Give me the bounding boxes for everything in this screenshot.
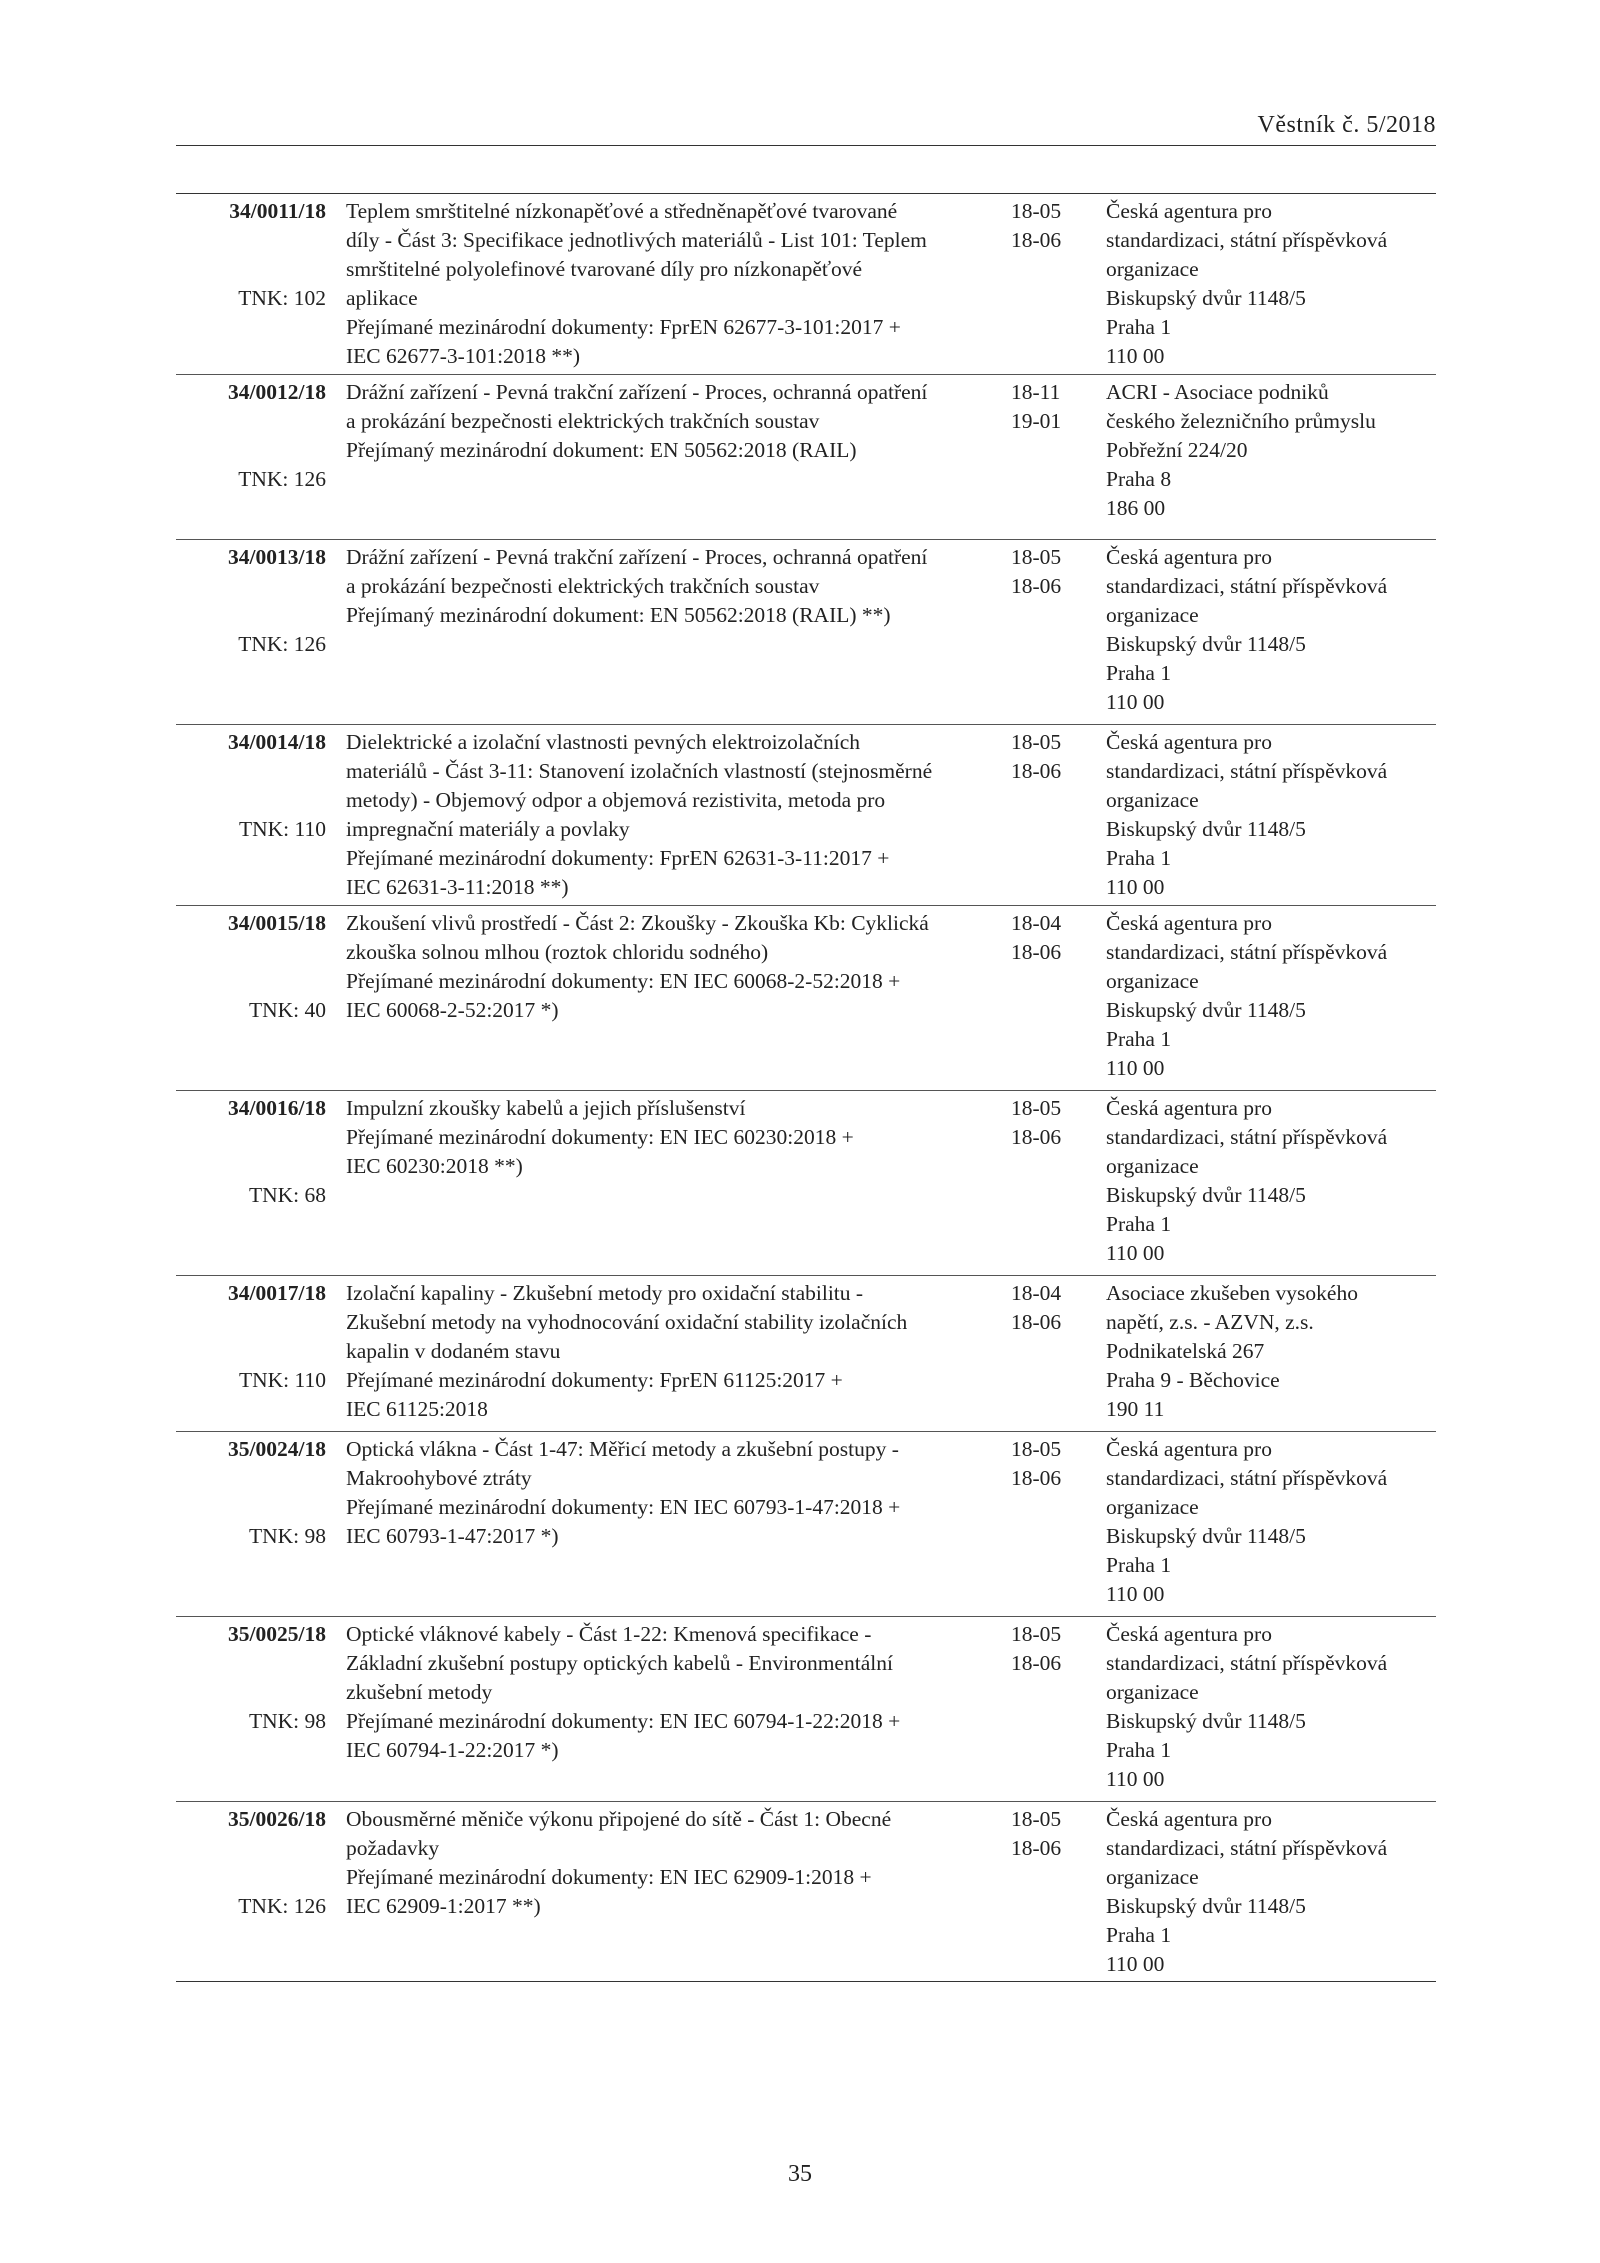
title-line: materiálů - Část 3-11: Stanovení izolačních vlastností (stejnosměrné (346, 759, 933, 783)
entry-id-cell (176, 1805, 326, 1981)
entry-id-cell (176, 1279, 326, 1431)
entry-id-cell (176, 378, 326, 539)
table-row (176, 906, 1436, 1091)
organization-line: organizace (1106, 603, 1199, 627)
title-line: Optické vláknové kabely - Část 1-22: Kmenová specifikace - (346, 1622, 872, 1646)
organization-line: standardizaci, státní příspěvková (1106, 1125, 1388, 1149)
title-line: díly - Část 3: Specifikace jednotlivých materiálů - List 101: Teplem (346, 228, 927, 252)
title-line: IEC 60793-1-47:2017 *) (346, 1524, 559, 1548)
title-line: Zkušební metody na vyhodnocování oxidační stability izolačních (346, 1310, 908, 1334)
tnk-committee: TNK: 98 (248, 1524, 326, 1548)
organization-line: standardizaci, státní příspěvková (1106, 1466, 1388, 1490)
entry-number: 34/0015/18 (228, 911, 326, 935)
organization-line: organizace (1106, 1865, 1199, 1889)
entry-organization-cell (1106, 728, 1436, 905)
header-rule (176, 145, 1436, 146)
title-line: Drážní zařízení - Pevná trakční zařízení - Proces, ochranná opatření (346, 380, 928, 404)
organization-line: Biskupský dvůr 1148/5 (1106, 1709, 1306, 1733)
tnk-committee: TNK: 110 (239, 817, 326, 841)
entry-title-cell (326, 1279, 1011, 1431)
title-line: IEC 62909-1:2017 **) (346, 1894, 541, 1918)
entry-number: 34/0012/18 (228, 380, 326, 404)
entry-id-cell (176, 909, 326, 1090)
table-row (176, 1276, 1436, 1432)
organization-line: Asociace zkušeben vysokého (1106, 1281, 1358, 1305)
title-line: Zkoušení vlivů prostředí - Část 2: Zkoušky - Zkouška Kb: Cyklická (346, 911, 929, 935)
title-line: Přejímané mezinárodní dokumenty: FprEN 61125:2017 + (346, 1368, 843, 1392)
date-value: 18-06 (1011, 1651, 1062, 1675)
date-value: 19-01 (1011, 409, 1062, 433)
title-line: požadavky (346, 1836, 440, 1860)
title-line: Přejímané mezinárodní dokumenty: EN IEC 60230:2018 + (346, 1125, 854, 1149)
entry-organization-cell (1106, 1620, 1436, 1801)
organization-line: Česká agentura pro (1106, 911, 1272, 935)
organization-line: 110 00 (1106, 344, 1165, 368)
organization-line: Česká agentura pro (1106, 1437, 1272, 1461)
table-row (176, 1617, 1436, 1802)
table-row (176, 1432, 1436, 1617)
organization-line: Biskupský dvůr 1148/5 (1106, 1183, 1306, 1207)
title-line: Přejímané mezinárodní dokumenty: EN IEC 60794-1-22:2018 + (346, 1709, 901, 1733)
entry-number: 35/0026/18 (228, 1807, 326, 1831)
entry-number: 34/0014/18 (228, 730, 326, 754)
title-line: a prokázání bezpečnosti elektrických trakčních soustav (346, 409, 820, 433)
date-value: 18-05 (1011, 199, 1062, 223)
date-value: 18-06 (1011, 1836, 1062, 1860)
organization-line: standardizaci, státní příspěvková (1106, 1651, 1388, 1675)
entry-organization-cell (1106, 543, 1436, 724)
organization-line: organizace (1106, 969, 1199, 993)
organization-line: 110 00 (1106, 1241, 1165, 1265)
title-line: Přejímané mezinárodní dokumenty: EN IEC 62909-1:2018 + (346, 1865, 872, 1889)
title-line: Přejímané mezinárodní dokumenty: FprEN 62677-3-101:2017 + (346, 315, 901, 339)
title-line: Optická vlákna - Část 1-47: Měřicí metody a zkušební postupy - (346, 1437, 899, 1461)
organization-line: 110 00 (1106, 1056, 1165, 1080)
organization-line: Praha 1 (1106, 1738, 1172, 1762)
organization-line: Česká agentura pro (1106, 1096, 1272, 1120)
entry-id-cell (176, 1620, 326, 1801)
organization-line: organizace (1106, 1154, 1199, 1178)
organization-line: 110 00 (1106, 1952, 1165, 1976)
organization-line: Praha 1 (1106, 1212, 1172, 1236)
entry-dates-cell (1011, 909, 1106, 1090)
organization-line: Česká agentura pro (1106, 1622, 1272, 1646)
entry-title-cell (326, 1435, 1011, 1616)
title-line: Teplem smrštitelné nízkonapěťové a středněnapěťové tvarované (346, 199, 898, 223)
organization-line: standardizaci, státní příspěvková (1106, 574, 1388, 598)
organization-line: standardizaci, státní příspěvková (1106, 1836, 1388, 1860)
title-line: zkušební metody (346, 1680, 493, 1704)
organization-line: Biskupský dvůr 1148/5 (1106, 817, 1306, 841)
title-line: Přejímané mezinárodní dokumenty: EN IEC 60793-1-47:2018 + (346, 1495, 901, 1519)
entry-number: 34/0011/18 (229, 199, 326, 223)
organization-line: Biskupský dvůr 1148/5 (1106, 1894, 1306, 1918)
title-line: Obousměrné měniče výkonu připojené do sítě - Část 1: Obecné (346, 1807, 892, 1831)
organization-line: 110 00 (1106, 875, 1165, 899)
title-line: aplikace (346, 286, 418, 310)
entry-dates-cell (1011, 1094, 1106, 1275)
entry-id-cell (176, 197, 326, 374)
entry-dates-cell (1011, 543, 1106, 724)
organization-line: ACRI - Asociace podniků (1106, 380, 1329, 404)
organization-line: Biskupský dvůr 1148/5 (1106, 286, 1306, 310)
date-value: 18-06 (1011, 1466, 1062, 1490)
organization-line: Biskupský dvůr 1148/5 (1106, 1524, 1306, 1548)
entry-dates-cell (1011, 1435, 1106, 1616)
organization-line: Praha 9 - Běchovice (1106, 1368, 1280, 1392)
organization-line: 110 00 (1106, 1582, 1165, 1606)
entry-number: 34/0013/18 (228, 545, 326, 569)
date-value: 18-06 (1011, 228, 1062, 252)
organization-line: Praha 8 (1106, 467, 1172, 491)
tnk-committee: TNK: 40 (248, 998, 326, 1022)
tnk-committee: TNK: 98 (248, 1709, 326, 1733)
organization-line: napětí, z.s. - AZVN, z.s. (1106, 1310, 1314, 1334)
organization-line: Praha 1 (1106, 661, 1172, 685)
organization-line: organizace (1106, 257, 1199, 281)
date-value: 18-04 (1011, 1281, 1062, 1305)
title-line: kapalin v dodaném stavu (346, 1339, 561, 1363)
title-line: IEC 61125:2018 (346, 1397, 488, 1421)
entry-id-cell (176, 1094, 326, 1275)
entry-number: 34/0017/18 (228, 1281, 326, 1305)
title-line: IEC 62631-3-11:2018 **) (346, 875, 569, 899)
date-value: 18-05 (1011, 1096, 1062, 1120)
organization-line: Biskupský dvůr 1148/5 (1106, 998, 1306, 1022)
standards-table (176, 193, 1436, 1982)
entry-number: 35/0025/18 (228, 1622, 326, 1646)
table-row (176, 375, 1436, 540)
tnk-committee: TNK: 126 (238, 632, 326, 656)
title-line: Makroohybové ztráty (346, 1466, 532, 1490)
organization-line: 190 11 (1106, 1397, 1165, 1421)
title-line: impregnační materiály a povlaky (346, 817, 630, 841)
title-line: metody) - Objemový odpor a objemová rezistivita, metoda pro (346, 788, 886, 812)
title-line: Drážní zařízení - Pevná trakční zařízení - Proces, ochranná opatření (346, 545, 928, 569)
organization-line: organizace (1106, 788, 1199, 812)
date-value: 18-06 (1011, 1310, 1062, 1334)
table-row (176, 1802, 1436, 1982)
date-value: 18-05 (1011, 1807, 1062, 1831)
tnk-committee: TNK: 102 (238, 286, 326, 310)
entry-organization-cell (1106, 1094, 1436, 1275)
entry-id-cell (176, 543, 326, 724)
date-value: 18-06 (1011, 759, 1062, 783)
organization-line: standardizaci, státní příspěvková (1106, 228, 1388, 252)
journal-issue-header: Věstník č. 5/2018 (1257, 112, 1436, 138)
tnk-committee: TNK: 110 (239, 1368, 326, 1392)
entry-organization-cell (1106, 909, 1436, 1090)
title-line: IEC 60068-2-52:2017 *) (346, 998, 559, 1022)
entry-title-cell (326, 197, 1011, 374)
entry-id-cell (176, 1435, 326, 1616)
title-line: IEC 60230:2018 **) (346, 1154, 523, 1178)
organization-line: 110 00 (1106, 1767, 1165, 1791)
title-line: Přejímaný mezinárodní dokument: EN 50562:2018 (RAIL) **) (346, 603, 891, 627)
entry-organization-cell (1106, 197, 1436, 374)
entry-dates-cell (1011, 1279, 1106, 1431)
organization-line: Česká agentura pro (1106, 199, 1272, 223)
date-value: 18-06 (1011, 1125, 1062, 1149)
date-value: 18-11 (1011, 380, 1061, 404)
date-value: 18-05 (1011, 545, 1062, 569)
title-line: smrštitelné polyolefinové tvarované díly pro nízkonapěťové (346, 257, 863, 281)
entry-dates-cell (1011, 1805, 1106, 1981)
entry-title-cell (326, 378, 1011, 539)
title-line: Přejímané mezinárodní dokumenty: EN IEC 60068-2-52:2018 + (346, 969, 901, 993)
entry-number: 34/0016/18 (228, 1096, 326, 1120)
entry-title-cell (326, 1620, 1011, 1801)
organization-line: Biskupský dvůr 1148/5 (1106, 632, 1306, 656)
entry-dates-cell (1011, 378, 1106, 539)
tnk-committee: TNK: 68 (248, 1183, 326, 1207)
title-line: Základní zkušební postupy optických kabelů - Environmentální (346, 1651, 893, 1675)
organization-line: 110 00 (1106, 690, 1165, 714)
date-value: 18-05 (1011, 730, 1062, 754)
date-value: 18-06 (1011, 574, 1062, 598)
entry-dates-cell (1011, 197, 1106, 374)
entry-id-cell (176, 728, 326, 905)
title-line: IEC 60794-1-22:2017 *) (346, 1738, 559, 1762)
entry-title-cell (326, 909, 1011, 1090)
table-row (176, 725, 1436, 906)
tnk-committee: TNK: 126 (238, 1894, 326, 1918)
entry-dates-cell (1011, 1620, 1106, 1801)
date-value: 18-06 (1011, 940, 1062, 964)
organization-line: českého železničního průmyslu (1106, 409, 1376, 433)
title-line: zkouška solnou mlhou (roztok chloridu sodného) (346, 940, 769, 964)
title-line: Izolační kapaliny - Zkušební metody pro oxidační stabilitu - (346, 1281, 864, 1305)
organization-line: Praha 1 (1106, 846, 1172, 870)
entry-dates-cell (1011, 728, 1106, 905)
entry-organization-cell (1106, 378, 1436, 539)
organization-line: Praha 1 (1106, 1553, 1172, 1577)
table-row (176, 194, 1436, 375)
organization-line: standardizaci, státní příspěvková (1106, 940, 1388, 964)
organization-line: Praha 1 (1106, 315, 1172, 339)
organization-line: 186 00 (1106, 496, 1166, 520)
title-line: Dielektrické a izolační vlastnosti pevných elektroizolačních (346, 730, 861, 754)
page-number: 35 (788, 2161, 812, 2187)
entry-title-cell (326, 1094, 1011, 1275)
title-line: a prokázání bezpečnosti elektrických trakčních soustav (346, 574, 820, 598)
table-row (176, 540, 1436, 725)
organization-line: Podnikatelská 267 (1106, 1339, 1265, 1363)
organization-line: Česká agentura pro (1106, 545, 1272, 569)
organization-line: organizace (1106, 1680, 1199, 1704)
tnk-committee: TNK: 126 (238, 467, 326, 491)
organization-line: Pobřežní 224/20 (1106, 438, 1248, 462)
organization-line: Praha 1 (1106, 1923, 1172, 1947)
entry-organization-cell (1106, 1805, 1436, 1981)
entry-number: 35/0024/18 (228, 1437, 326, 1461)
title-line: Přejímaný mezinárodní dokument: EN 50562:2018 (RAIL) (346, 438, 857, 462)
table-row (176, 1091, 1436, 1276)
organization-line: organizace (1106, 1495, 1199, 1519)
organization-line: standardizaci, státní příspěvková (1106, 759, 1388, 783)
organization-line: Praha 1 (1106, 1027, 1172, 1051)
organization-line: Česká agentura pro (1106, 1807, 1272, 1831)
entry-organization-cell (1106, 1279, 1436, 1431)
title-line: IEC 62677-3-101:2018 **) (346, 344, 581, 368)
entry-organization-cell (1106, 1435, 1436, 1616)
entry-title-cell (326, 1805, 1011, 1981)
title-line: Impulzní zkoušky kabelů a jejich příslušenství (346, 1096, 746, 1120)
title-line: Přejímané mezinárodní dokumenty: FprEN 62631-3-11:2017 + (346, 846, 890, 870)
date-value: 18-05 (1011, 1622, 1062, 1646)
entry-title-cell (326, 728, 1011, 905)
organization-line: Česká agentura pro (1106, 730, 1272, 754)
date-value: 18-05 (1011, 1437, 1062, 1461)
entry-title-cell (326, 543, 1011, 724)
date-value: 18-04 (1011, 911, 1062, 935)
